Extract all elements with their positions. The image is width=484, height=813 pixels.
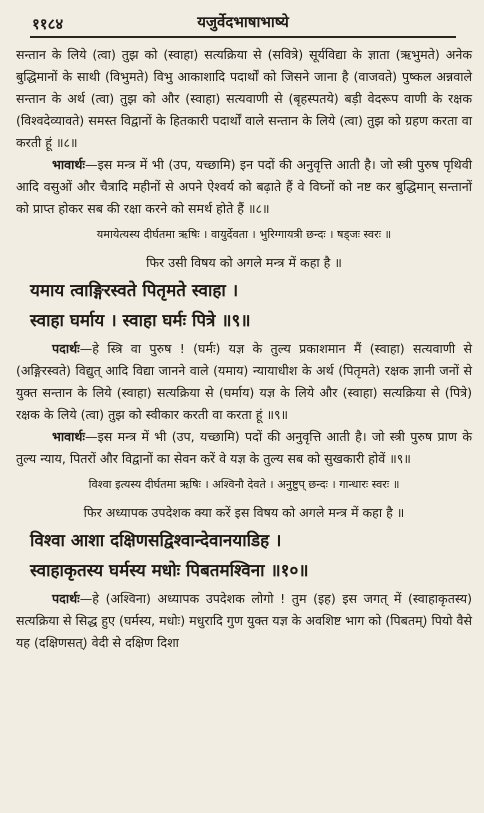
paragraph-continued: सन्तान के लिये (त्वा) तुझ को (स्वाहा) सत्यक्रिया से (सवित्रे) सूर्यविद्या के ज्ञाता (ऋभुमते) अनेक बुद्धिमानों के साथी (विभुमते) विभु आकाशादि पदार्थों को जिसने जाना है (वाजवते) पुष्कल अन्नवाले सन्तान के अर्थ (त्वा) तुझ को और (स्वाहा) सत्यवाणी से (बृहस्पतये) बड़ी वेदरूप वाणी के रक्षक (विश्वदेव्यावते) समस्त विद्वानों के हितकारी पदार्थों वाले सन्तान के लिये (त्वा) तुझ को ग्रहण करता वा करती हूं ॥८॥ xyxy=(16,47,472,150)
mantra-9-line-2: स्वाहा घर्माय । स्वाहा घर्मः पित्रे ॥९॥ xyxy=(30,311,251,331)
padartha-text: —हे (अश्विना) अध्यापक उपदेशक लोगो ! तुम (इह) इस जगत् में (स्वाहाकृतस्य) सत्यक्रिया से सिद्ध हुए (घर्मस्य, मधोः) मधुरादि गुण युक्त यज्ञ के अवशिष्ट भाग को (पिबतम्) पियो वैसे यह (दक्षिणसत्) वेदी से दक्षिण दिशा xyxy=(16,591,472,650)
mantra-9-line-1: यमाय त्वाङ्गिरस्वते पितृमते स्वाहा । xyxy=(30,281,239,301)
mantra-10-line-1: विश्वा आशा दक्षिणसद्विश्वान्देवानयाडिह । xyxy=(30,531,282,551)
padartha-9 xyxy=(16,338,472,426)
padartha-label: पदार्थः xyxy=(52,591,80,606)
bhavartha-text: —इस मन्त्र में भी (उप, यच्छामि) पदों की अनुवृत्ति आती है। जो स्त्री पुरुष प्राण के तुल्य न्याय, पितरों और विद्वानों का सेवन करें वे यज्ञ के तुल्य सब को सुखकारी होवें ॥९॥ xyxy=(16,429,472,466)
mantra-9-metadata: यमायेत्यस्य दीर्घतमा ऋषिः । वायुर्देवता । भुरिग्गायत्री छन्दः । षड्जः स्वरः ॥ xyxy=(96,228,392,241)
bhavartha-label: भावार्थः xyxy=(52,429,85,444)
bhavartha-8 xyxy=(16,154,472,220)
page-body xyxy=(16,44,472,654)
padartha-10 xyxy=(16,588,472,654)
padartha-label: पदार्थः xyxy=(52,341,80,356)
page-header xyxy=(16,0,470,40)
bhavartha-label: भावार्थः xyxy=(52,157,85,172)
mantra-10-line-2: स्वाहाकृतस्य घर्मस्य मधोः पिबतमश्विना ॥१०॥ xyxy=(30,561,309,581)
padartha-text: —हे स्त्रि वा पुरुष ! (घर्मः) यज्ञ के तुल्य प्रकाशमान मैं (स्वाहा) सत्यवाणी से (अङ्गिरस्वते) विद्युत् आदि विद्या जानने वाले (यमाय) न्यायाधीश के अर्थ (पितृमते) रक्षक ज्ञानी जनों से युक्त सन्तान के लिये (स्वाहा) सत्यक्रिया से (घर्माय) यज्ञ के लिये और (स्वाहा) सत्यक्रिया से (पित्रे) रक्षक के लिये (त्वा) तुझ को स्वीकार करती वा करता हूं ॥९॥ xyxy=(16,341,472,422)
page-number: ११८४ xyxy=(32,15,64,33)
mantra-10-intro: फिर अध्यापक उपदेशक क्या करें इस विषय को अगले मन्त्र में कहा है ॥ xyxy=(83,505,405,520)
mantra-9-intro: फिर उसी विषय को अगले मन्त्र में कहा है ॥ xyxy=(146,255,342,270)
running-title: यजुर्वेदभाषाभाष्ये xyxy=(197,13,289,31)
bhavartha-9 xyxy=(16,426,472,470)
bhavartha-text: —इस मन्त्र में भी (उप, यच्छामि) इन पदों की अनुवृत्ति आती है। जो स्त्री पुरुष पृथिवी आदि वसुओं और चैत्रादि महीनों से अपने ऐश्वर्य को बढ़ाते हैं वे विघ्नों को नष्ट कर बुद्धिमान् सन्तानों को प्राप्त होकर सब की रक्षा करने को समर्थ होते हैं ॥८॥ xyxy=(16,157,472,216)
header-rule xyxy=(30,36,456,38)
mantra-10-metadata: विश्वा इत्यस्य दीर्घतमा ऋषिः । अश्विनौ देवते । अनुष्टुप् छन्दः । गान्धारः स्वरः ॥ xyxy=(88,478,400,491)
